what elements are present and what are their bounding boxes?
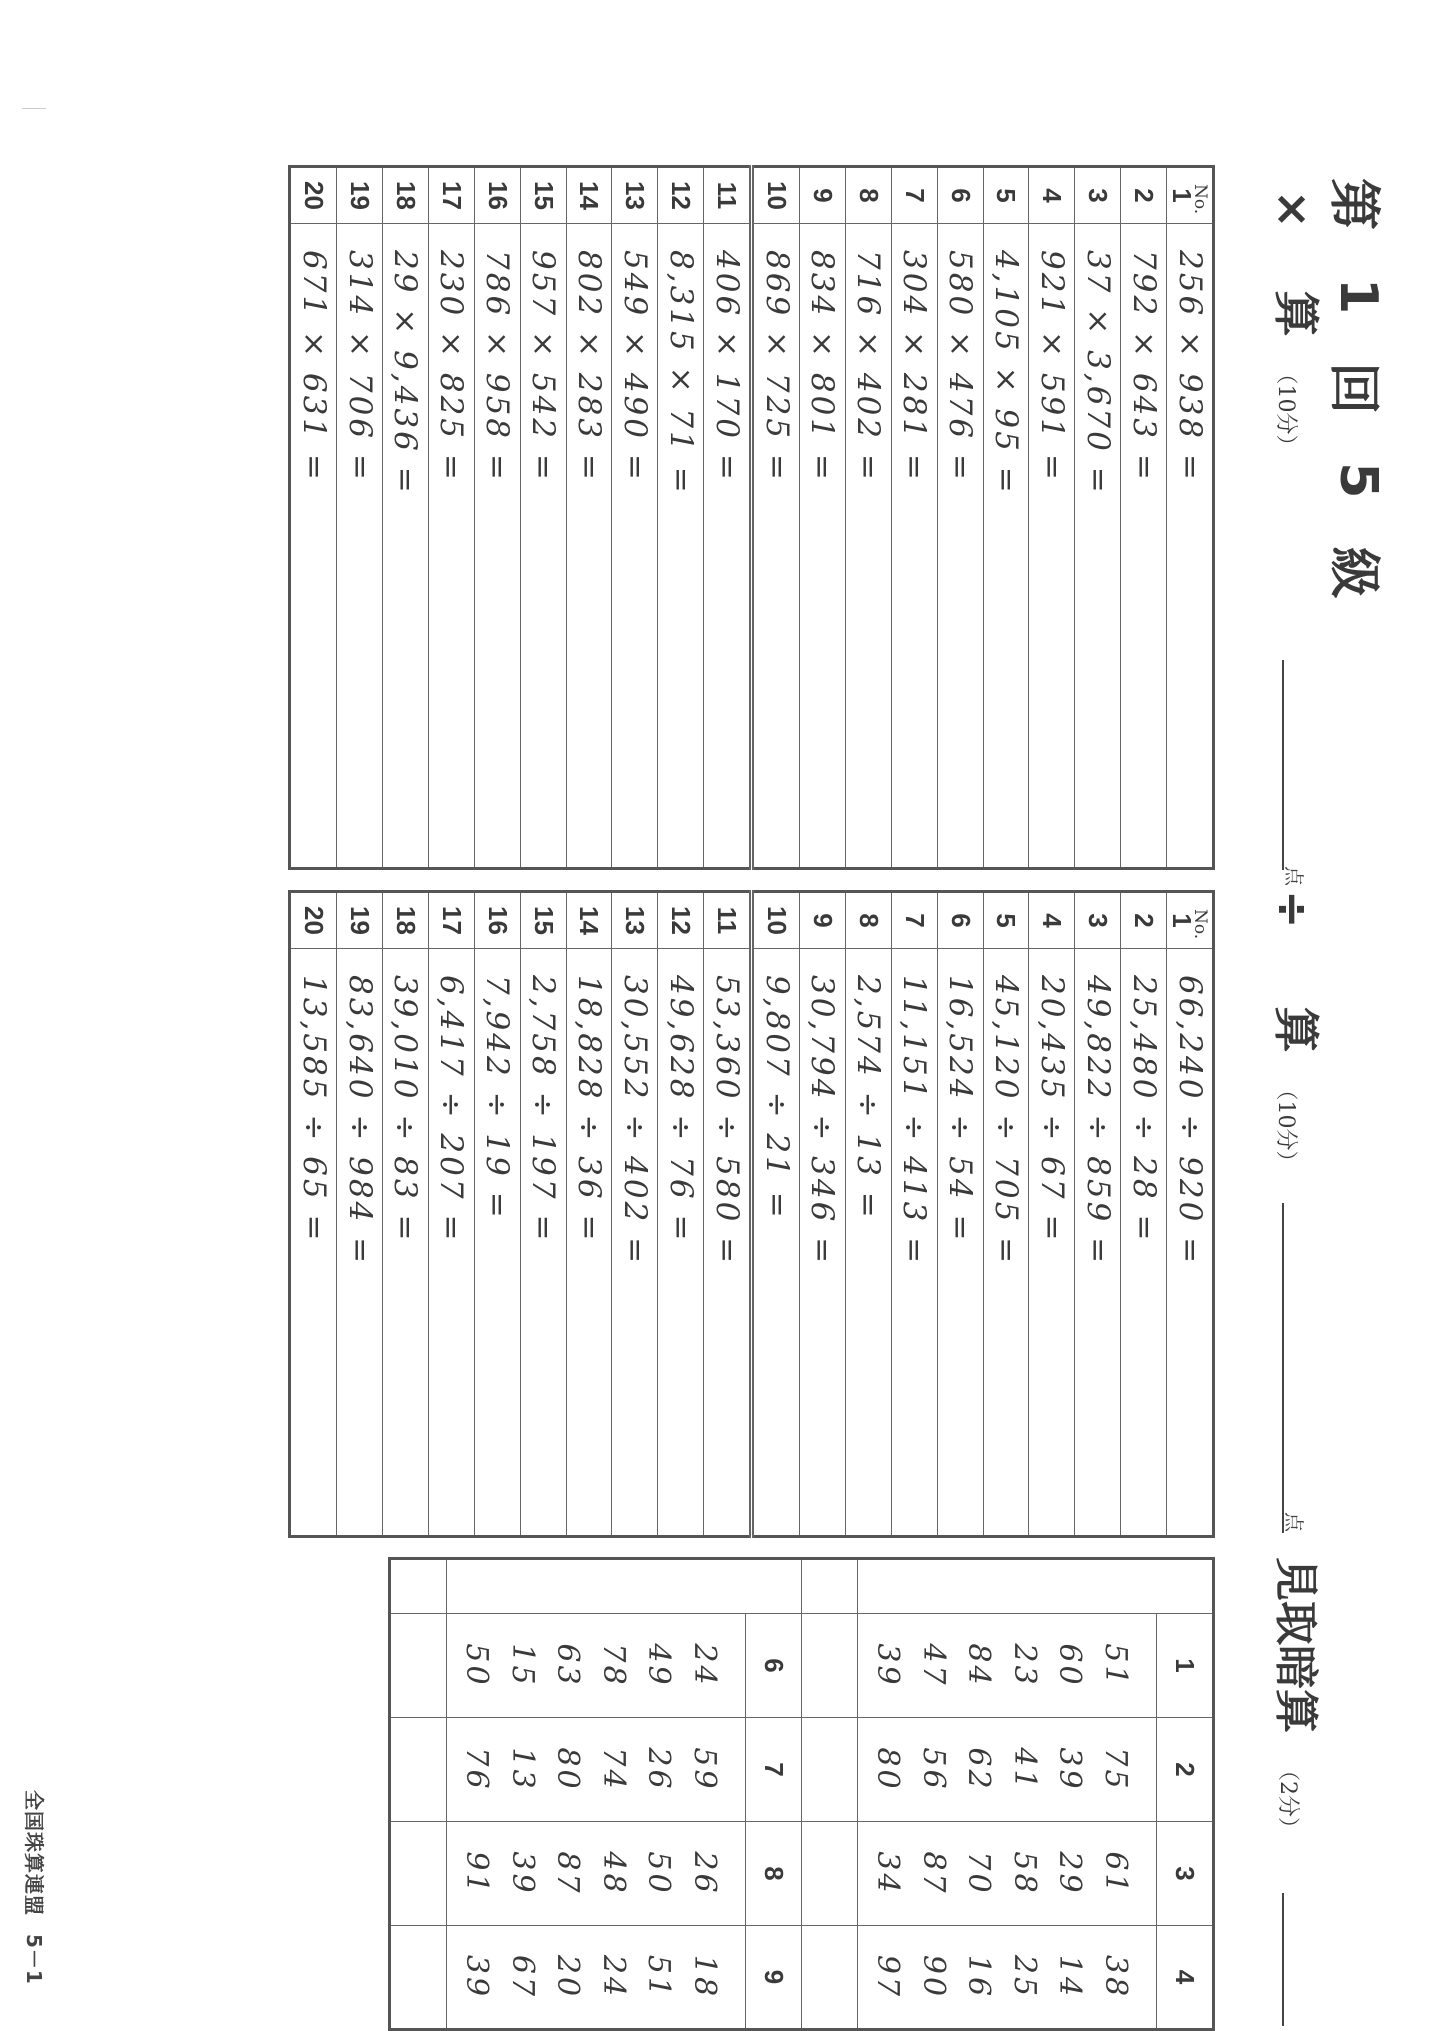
multiplication-row <box>382 167 428 869</box>
division-score-line <box>1282 1203 1284 1533</box>
multiplication-row <box>1121 167 1167 869</box>
mental-number: 39 <box>505 1851 540 1896</box>
mental-problem-numbers <box>447 1614 746 1718</box>
problem-expression: 29 × 9,436 = <box>382 224 428 869</box>
mental-number: 18 <box>687 1954 722 2000</box>
problem-expression: 6,417 ÷ 207 = <box>428 949 474 1537</box>
mental-numbers-row <box>447 1559 746 2030</box>
problem-number: 16 <box>474 167 520 224</box>
publisher-name: 全国珠算連盟 <box>22 1790 46 1916</box>
mental-number: 16 <box>961 1954 997 2000</box>
problem-expression: 921 × 591 = <box>1029 224 1075 869</box>
problem-expression: 30,552 ÷ 402 = <box>612 949 658 1537</box>
mental-number: 39 <box>1052 1747 1088 1792</box>
mental-number: 47 <box>916 1643 951 1688</box>
division-row <box>1075 892 1121 1537</box>
mental-number: 38 <box>1098 1954 1133 2000</box>
multiplication-row <box>474 167 520 869</box>
problem-expression: 49,628 ÷ 76 = <box>658 949 704 1537</box>
problem-number: 4 <box>1029 167 1075 224</box>
mental-problem-number: 3 <box>1157 1822 1214 1926</box>
division-row <box>799 892 845 1537</box>
mental-number: 50 <box>459 1643 495 1688</box>
mental-header-row <box>1157 1559 1214 2030</box>
problem-number: 17 <box>428 892 474 949</box>
mental-number: 80 <box>550 1747 586 1792</box>
mental-number: 41 <box>1007 1747 1042 1792</box>
mental-number: 60 <box>1052 1643 1088 1688</box>
mental-number: 50 <box>641 1851 677 1896</box>
problem-expression: 549 × 490 = <box>612 224 658 869</box>
mental-answer-cell[interactable] <box>390 1614 447 1718</box>
problem-expression: 2,758 ÷ 197 = <box>520 949 566 1537</box>
division-row <box>382 892 428 1537</box>
division-row <box>428 892 474 1537</box>
title-dai: 第 <box>1323 178 1383 231</box>
mental-answer-cell[interactable] <box>802 1926 858 2030</box>
mental-answer-cell[interactable] <box>802 1614 858 1718</box>
mental-number: 74 <box>596 1747 631 1792</box>
mental-number: 49 <box>641 1643 677 1688</box>
mental-number: 84 <box>961 1643 997 1688</box>
division-row <box>891 892 937 1537</box>
problem-number: 6 <box>937 167 983 224</box>
multiplication-row <box>891 167 937 869</box>
problem-expression: 314 × 706 = <box>337 224 383 869</box>
division-row <box>1121 892 1167 1537</box>
problem-expression: 2,574 ÷ 13 = <box>845 949 891 1537</box>
division-row <box>658 892 704 1537</box>
problem-expression: 37 × 3,670 = <box>1075 224 1121 869</box>
multiplication-row <box>937 167 983 869</box>
mental-number: 20 <box>550 1954 586 2000</box>
mental-number: 13 <box>505 1747 540 1792</box>
problem-number: 11 <box>704 167 752 224</box>
mental-number: 25 <box>1007 1954 1042 2000</box>
division-row <box>612 892 658 1537</box>
problem-number: 12 <box>658 892 704 949</box>
division-label: 算 <box>1269 1006 1323 1053</box>
mental-number: 23 <box>1007 1643 1042 1688</box>
mental-problem-number: 4 <box>1157 1926 1214 2030</box>
multiplication-row <box>337 167 383 869</box>
multiplication-score-line <box>1282 660 1284 870</box>
problem-number: 3 <box>1075 892 1121 949</box>
problem-number: 19 <box>337 167 383 224</box>
division-table <box>288 890 1215 1538</box>
problem-expression: 16,524 ÷ 54 = <box>937 949 983 1537</box>
problem-number: 4 <box>1029 892 1075 949</box>
multiplication-label: 算 <box>1269 290 1323 337</box>
mental-problem-numbers <box>858 1926 1157 2030</box>
problem-number: 20 <box>290 892 337 949</box>
problem-expression: 25,480 ÷ 28 = <box>1121 949 1167 1537</box>
division-row <box>845 892 891 1537</box>
mental-number: 70 <box>961 1851 997 1896</box>
problem-number: 7 <box>891 167 937 224</box>
mental-number: 29 <box>1052 1851 1088 1896</box>
mental-number: 67 <box>505 1954 540 2000</box>
problem-number: 5 <box>983 167 1029 224</box>
problem-number: 6 <box>937 892 983 949</box>
problem-expression: 18,828 ÷ 36 = <box>566 949 612 1537</box>
mental-number: 51 <box>1098 1643 1133 1688</box>
problem-number: 15 <box>520 167 566 224</box>
mental-number: 91 <box>459 1851 495 1896</box>
mental-number: 63 <box>550 1643 586 1688</box>
mental-number: 34 <box>870 1851 906 1896</box>
problem-number: 14 <box>566 167 612 224</box>
problem-number: 16 <box>474 892 520 949</box>
mental-problem-numbers <box>447 1822 746 1926</box>
multiplication-row <box>566 167 612 869</box>
problem-number: 7 <box>891 892 937 949</box>
multiplication-row <box>752 167 800 869</box>
problem-number: 13 <box>612 167 658 224</box>
mental-arithmetic-heading <box>1268 1557 1332 1839</box>
mental-number: 76 <box>459 1747 495 1792</box>
division-row <box>337 892 383 1537</box>
mental-problem-number: 8 <box>746 1822 802 1926</box>
multiplication-score-unit: 点 <box>1282 866 1306 886</box>
division-row <box>290 892 337 1537</box>
division-row <box>704 892 752 1537</box>
multiplication-heading <box>1266 190 1332 457</box>
mental-arithmetic-score-line <box>1282 1893 1284 2026</box>
mental-problem-numbers <box>858 1718 1157 1822</box>
problem-number: 8 <box>845 892 891 949</box>
problem-expression: 49,822 ÷ 859 = <box>1075 949 1121 1537</box>
mental-numbers-row <box>858 1559 1157 2030</box>
mental-number: 87 <box>550 1851 586 1896</box>
title-kai: 回 <box>1323 362 1383 415</box>
mental-answer-row <box>390 1559 447 2030</box>
mental-number: 62 <box>961 1747 997 1792</box>
division-row <box>474 892 520 1537</box>
mental-answer-cell[interactable] <box>390 1559 447 1614</box>
problem-expression: 716 × 402 = <box>845 224 891 869</box>
mental-number: 51 <box>641 1954 677 2000</box>
problem-number: 9 <box>799 167 845 224</box>
division-row <box>566 892 612 1537</box>
problem-number: 11 <box>704 892 752 949</box>
multiplication-row <box>612 167 658 869</box>
exam-title <box>1321 178 1396 598</box>
mental-arithmetic-table <box>388 1557 1215 2031</box>
multiplication-table <box>288 165 1215 870</box>
mental-problem-number: 1 <box>1157 1614 1214 1718</box>
mental-problem-numbers <box>858 1822 1157 1926</box>
no-label: No. <box>1190 184 1210 215</box>
mental-number: 24 <box>596 1954 631 2000</box>
divide-icon: ÷ <box>1266 890 1320 929</box>
problem-expression: 792 × 643 = <box>1121 224 1167 869</box>
problem-expression: 4,105 × 95 = <box>983 224 1029 869</box>
no-label: No. <box>1190 909 1210 940</box>
problem-expression: 957 × 542 = <box>520 224 566 869</box>
problem-expression: 7,942 ÷ 19 = <box>474 949 520 1537</box>
mental-blank-cell <box>858 1559 1214 1614</box>
multiplication-row <box>799 167 845 869</box>
division-row <box>1167 892 1214 1537</box>
problem-number: 8 <box>845 167 891 224</box>
mental-problem-numbers <box>447 1926 746 2030</box>
multiplication-row <box>1029 167 1075 869</box>
problem-number-value: 1 <box>1167 188 1198 203</box>
problem-expression: 230 × 825 = <box>428 224 474 869</box>
mental-number: 14 <box>1052 1954 1088 2000</box>
footer <box>21 1790 50 1985</box>
mental-answer-row <box>802 1559 858 2030</box>
problem-expression: 13,585 ÷ 65 = <box>290 949 337 1537</box>
problem-number <box>1167 892 1214 949</box>
mental-number: 97 <box>870 1954 906 2000</box>
mental-number: 56 <box>916 1747 951 1792</box>
mental-problem-number: 9 <box>746 1926 802 2030</box>
multiplication-row <box>658 167 704 869</box>
mental-number: 80 <box>870 1747 906 1792</box>
mental-answer-cell[interactable] <box>802 1718 858 1822</box>
mental-answer-cell[interactable] <box>390 1822 447 1926</box>
mental-arithmetic-label: 見取暗算 <box>1270 1557 1321 1733</box>
problem-expression: 66,240 ÷ 920 = <box>1167 949 1214 1537</box>
problem-number-value: 1 <box>1167 913 1198 928</box>
problem-number: 10 <box>752 167 800 224</box>
title-kyu: 級 <box>1323 546 1383 599</box>
mental-answer-cell[interactable] <box>390 1926 447 2030</box>
mental-number: 58 <box>1007 1851 1042 1896</box>
mental-number: 26 <box>687 1851 722 1896</box>
multiply-icon: × <box>1266 190 1320 229</box>
mental-number: 59 <box>687 1747 722 1792</box>
mental-problem-numbers <box>447 1718 746 1822</box>
multiplication-row <box>290 167 337 869</box>
mental-number: 90 <box>916 1954 951 2000</box>
problem-number: 12 <box>658 167 704 224</box>
multiplication-row <box>983 167 1029 869</box>
mental-blank-cell <box>447 1559 802 1614</box>
problem-expression: 30,794 ÷ 346 = <box>799 949 845 1537</box>
division-row <box>520 892 566 1537</box>
problem-number: 9 <box>799 892 845 949</box>
mental-answer-cell[interactable] <box>390 1718 447 1822</box>
division-row <box>752 892 800 1537</box>
problem-number: 18 <box>382 167 428 224</box>
division-row <box>983 892 1029 1537</box>
mental-header-row <box>746 1559 802 2030</box>
problem-number: 5 <box>983 892 1029 949</box>
multiplication-time-limit: （10分） <box>1273 362 1298 457</box>
problem-expression: 53,360 ÷ 580 = <box>704 949 752 1537</box>
mental-arithmetic-time-limit: （2分） <box>1275 1759 1300 1839</box>
division-row <box>937 892 983 1537</box>
problem-expression: 39,010 ÷ 83 = <box>382 949 428 1537</box>
division-score-unit: 点 <box>1282 1512 1306 1532</box>
mental-number: 39 <box>459 1954 495 2000</box>
problem-expression: 580 × 476 = <box>937 224 983 869</box>
problem-expression: 256 × 938 = <box>1167 224 1214 869</box>
problem-number: 19 <box>337 892 383 949</box>
division-row <box>1029 892 1075 1537</box>
page-number: 5－1 <box>22 1933 46 1985</box>
problem-expression: 8,315 × 71 = <box>658 224 704 869</box>
problem-number <box>1167 167 1214 224</box>
problem-number: 14 <box>566 892 612 949</box>
multiplication-row <box>704 167 752 869</box>
mental-number: 48 <box>596 1851 631 1896</box>
division-time-limit: （10分） <box>1273 1078 1298 1173</box>
mental-number: 75 <box>1098 1747 1133 1792</box>
multiplication-row <box>1075 167 1121 869</box>
problem-expression: 20,435 ÷ 67 = <box>1029 949 1075 1537</box>
problem-expression: 869 × 725 = <box>752 224 800 869</box>
mental-number: 78 <box>596 1643 631 1688</box>
problem-expression: 9,807 ÷ 21 = <box>752 949 800 1537</box>
problem-expression: 802 × 283 = <box>566 224 612 869</box>
division-heading <box>1266 890 1332 1173</box>
problem-number: 10 <box>752 892 800 949</box>
problem-number: 13 <box>612 892 658 949</box>
page-edge-mark <box>22 108 46 109</box>
mental-answer-cell[interactable] <box>802 1559 858 1614</box>
problem-expression: 406 × 170 = <box>704 224 752 869</box>
mental-number: 26 <box>641 1747 677 1792</box>
mental-problem-number: 2 <box>1157 1718 1214 1822</box>
mental-number: 61 <box>1098 1851 1133 1896</box>
problem-expression: 45,120 ÷ 705 = <box>983 949 1029 1537</box>
problem-number: 3 <box>1075 167 1121 224</box>
mental-answer-cell[interactable] <box>802 1822 858 1926</box>
problem-expression: 11,151 ÷ 413 = <box>891 949 937 1537</box>
problem-number: 18 <box>382 892 428 949</box>
multiplication-row <box>1167 167 1214 869</box>
problem-expression: 834 × 801 = <box>799 224 845 869</box>
mental-number: 39 <box>870 1643 906 1688</box>
mental-problem-number: 6 <box>746 1614 802 1718</box>
mental-problem-numbers <box>858 1614 1157 1718</box>
problem-expression: 786 × 958 = <box>474 224 520 869</box>
problem-number: 20 <box>290 167 337 224</box>
multiplication-row <box>520 167 566 869</box>
problem-number: 17 <box>428 167 474 224</box>
multiplication-row <box>845 167 891 869</box>
problem-expression: 671 × 631 = <box>290 224 337 869</box>
mental-number: 15 <box>505 1643 540 1688</box>
problem-number: 2 <box>1121 892 1167 949</box>
problem-expression: 304 × 281 = <box>891 224 937 869</box>
title-round-number: 1 <box>1328 278 1389 315</box>
mental-problem-number: 7 <box>746 1718 802 1822</box>
problem-number: 15 <box>520 892 566 949</box>
problem-expression: 83,640 ÷ 984 = <box>337 949 383 1537</box>
title-grade-number: 5 <box>1328 462 1389 499</box>
problem-number: 2 <box>1121 167 1167 224</box>
mental-number: 24 <box>687 1643 722 1688</box>
multiplication-row <box>428 167 474 869</box>
mental-number: 87 <box>916 1851 951 1896</box>
